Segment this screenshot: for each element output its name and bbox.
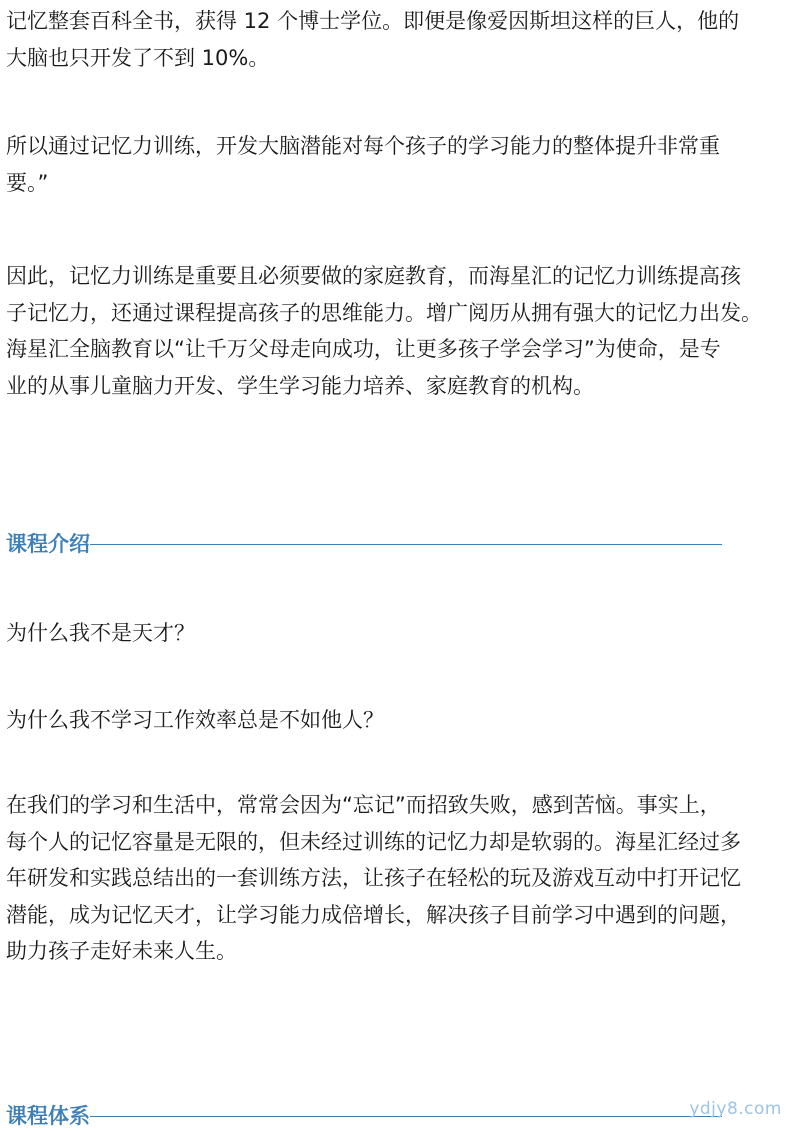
text-line: 助力孩子走好未来人生。 (6, 939, 237, 963)
text-line: 子记忆力，还通过课程提高孩子的思维能力。增广阅历从拥有强大的记忆力出发。 (6, 300, 762, 325)
text-line: 大脑也只开发了不到 10%。 (6, 45, 270, 70)
text-line: 要。” (6, 170, 49, 195)
site-watermark: ydjy8.com (689, 1099, 782, 1119)
text-line: 所以通过记忆力训练，开发大脑潜能对每个孩子的学习能力的整体提升非常重 (6, 134, 720, 158)
text-line: 海星汇全脑教育以“让千万父母走向成功，让更多孩子学会学习”为使命，是专 (6, 337, 721, 361)
section-divider (90, 1116, 722, 1117)
paragraph-brain-potential (6, 128, 792, 201)
text-line: 为什么我不是天才？ (6, 621, 195, 645)
paragraph-memory-intro (6, 3, 792, 76)
text-line: 记忆整套百科全书，获得 12 个博士学位。即便是像爱因斯坦这样的巨人，他的 (6, 9, 740, 33)
text-line: 因此，记忆力训练是重要且必须要做的家庭教育，而海星汇的记忆力训练提高孩 (6, 264, 741, 288)
section-title: 课程体系 (6, 1104, 90, 1128)
text-line: 为什么我不学习工作效率总是不如他人？ (6, 708, 384, 732)
text-line: 在我们的学习和生活中，常常会因为“忘记”而招致失败，感到苦恼。事实上， (6, 793, 721, 817)
section-divider (90, 544, 722, 545)
question-efficiency (6, 702, 792, 739)
paragraph-memory-training (6, 787, 792, 970)
text-line: 年研发和实践总结出的一套训练方法，让孩子在轻松的玩及游戏互动中打开记忆 (6, 866, 741, 890)
text-line: 潜能，成为记忆天才，让学习能力成倍增长，解决孩子目前学习中遇到的问题， (6, 902, 741, 927)
paragraph-family-education (6, 258, 792, 404)
section-heading-course-system (6, 1100, 722, 1130)
text-line: 每个人的记忆容量是无限的，但未经过训练的记忆力却是软弱的。海星汇经过多 (6, 829, 741, 854)
section-heading-course-intro (6, 528, 722, 558)
text-line: 业的从事儿童脑力开发、学生学习能力培养、家庭教育的机构。 (6, 373, 594, 398)
question-not-genius (6, 615, 792, 652)
section-title: 课程介绍 (6, 532, 90, 556)
